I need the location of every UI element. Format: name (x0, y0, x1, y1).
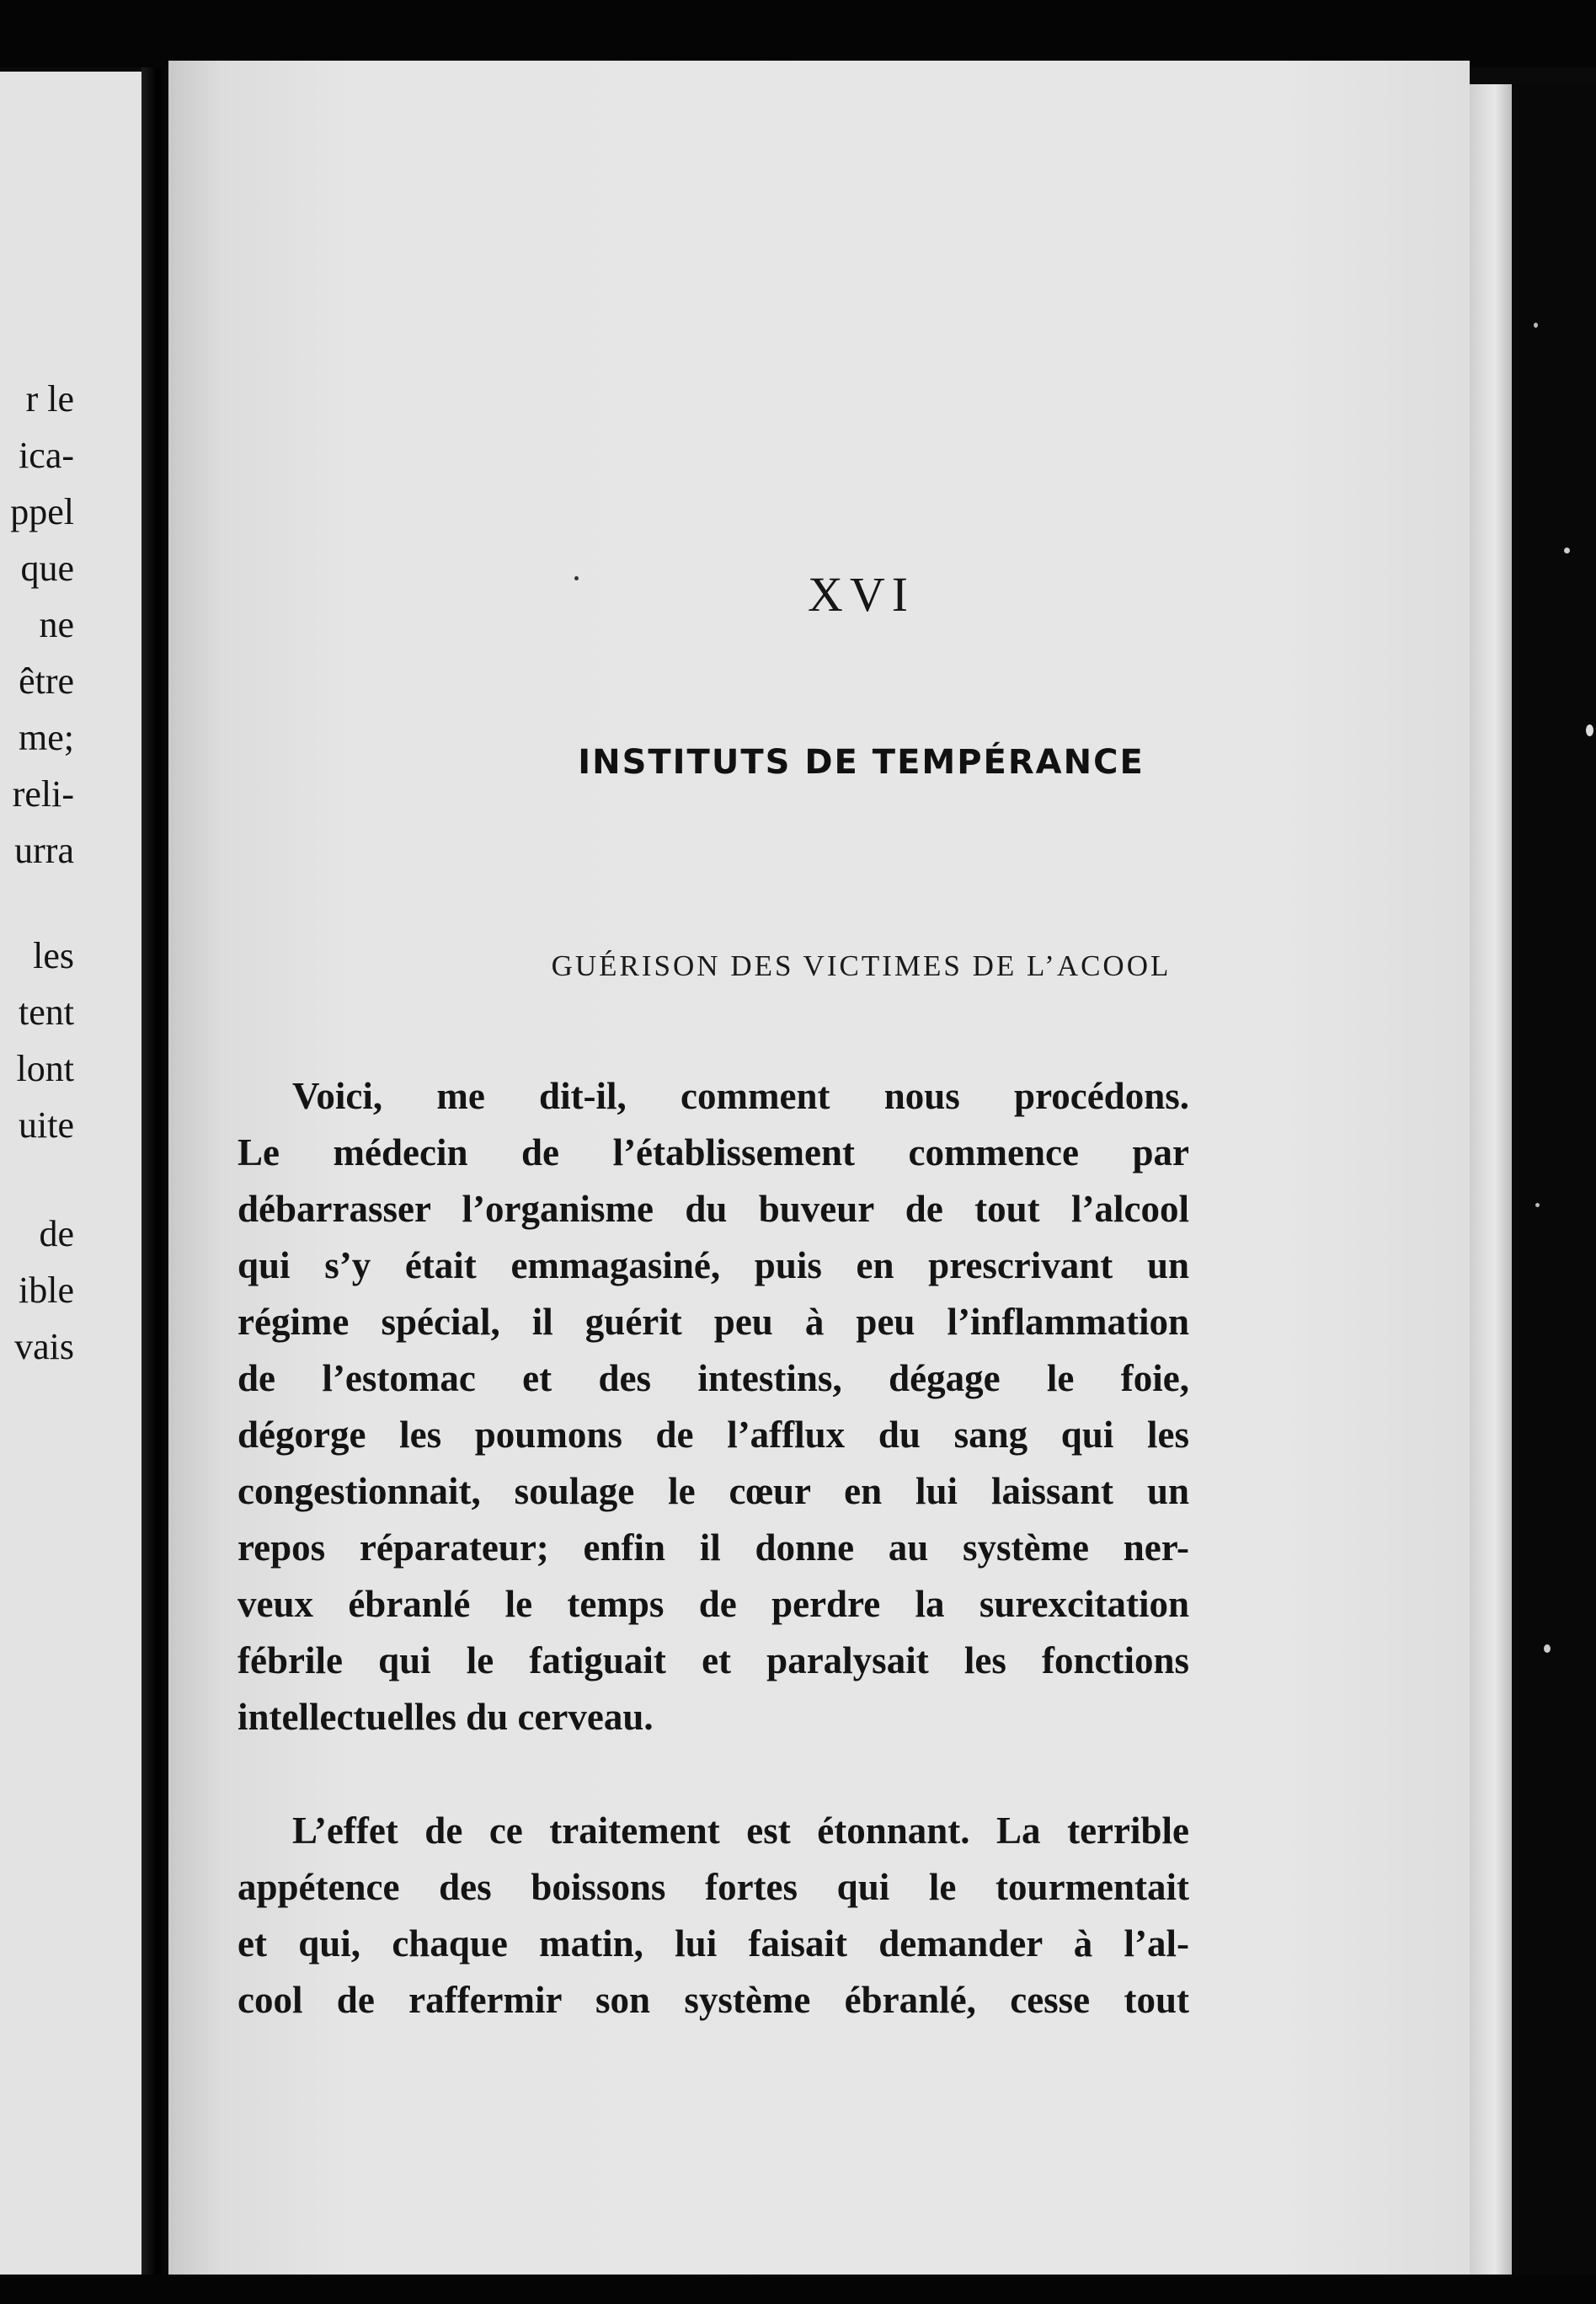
paragraph-1 (238, 1068, 1189, 1745)
prev-line: être (19, 660, 74, 702)
text-line: appétence des boissons fortes qui le tourmentait (238, 1866, 1189, 1908)
prev-line: ppel (10, 491, 74, 532)
scan-frame-right (1512, 84, 1596, 2283)
prev-line: r le (25, 378, 74, 420)
previous-page-fragment (0, 72, 143, 2287)
book-page (168, 61, 1470, 2275)
prev-line: que (20, 548, 74, 589)
scan-speck (1564, 548, 1570, 553)
text-line: intellectuelles du cerveau. (238, 1696, 654, 1738)
chapter-title: INSTITUTS DE TEMPÉRANCE (578, 743, 1145, 782)
previous-page-text (10, 371, 74, 1375)
scan-speck (1544, 1644, 1551, 1653)
prev-line: vais (14, 1326, 74, 1367)
text-line: fébrile qui le fatiguait et paralysait les fonctions (238, 1639, 1189, 1681)
chapter-number: XVI (807, 567, 915, 622)
paragraph-2 (238, 1803, 1189, 2029)
prev-line: ica- (19, 435, 74, 476)
text-line: qui s’y était emmagasiné, puis en prescrivant un (238, 1244, 1189, 1286)
text-line: cool de raffermir son système ébranlé, cesse tout (238, 1979, 1189, 2021)
scan-speck (1534, 323, 1538, 328)
prev-line: les (33, 935, 74, 976)
scan-frame-top (0, 0, 1596, 67)
text-line: L’effet de ce traitement est étonnant. La terrible (292, 1810, 1189, 1852)
prev-line: uite (19, 1104, 74, 1146)
scan-speck (1586, 724, 1593, 736)
prev-line: me; (19, 717, 74, 758)
prev-line: ne (39, 604, 74, 645)
scan-speck (1535, 1203, 1540, 1207)
prev-line: lont (16, 1048, 74, 1089)
text-line: Le médecin de l’établissement commence par (238, 1131, 1189, 1173)
text-line: repos réparateur; enfin il donne au système ner- (238, 1526, 1189, 1569)
prev-spacer (10, 879, 74, 927)
text-line: congestionnait, soulage le cœur en lui laissant un (238, 1470, 1189, 1512)
prev-line: de (39, 1213, 74, 1254)
prev-line: reli- (12, 773, 74, 815)
text-line: de l’estomac et des intestins, dégage le foie, (238, 1357, 1189, 1399)
scan-frame-bottom (0, 2275, 1596, 2304)
page-edge-strip (1470, 84, 1512, 2275)
text-line: Voici, me dit-il, comment nous procédons. (292, 1075, 1189, 1117)
text-line: veux ébranlé le temps de perdre la surexcitation (238, 1583, 1189, 1625)
prev-spacer (10, 1153, 74, 1205)
text-line: régime spécial, il guérit peu à peu l’inflammation (238, 1301, 1189, 1343)
prev-line: ible (19, 1270, 74, 1311)
chapter-subtitle: GUÉRISON DES VICTIMES DE L’ACOOL (551, 949, 1172, 982)
text-line: débarrasser l’organisme du buveur de tout l’alcool (238, 1188, 1189, 1230)
prev-line: tent (19, 992, 74, 1033)
text-line: et qui, chaque matin, lui faisait demander à l’al- (238, 1922, 1189, 1965)
prev-line: urra (14, 830, 74, 871)
text-line: dégorge les poumons de l’afflux du sang qui les (238, 1414, 1189, 1456)
